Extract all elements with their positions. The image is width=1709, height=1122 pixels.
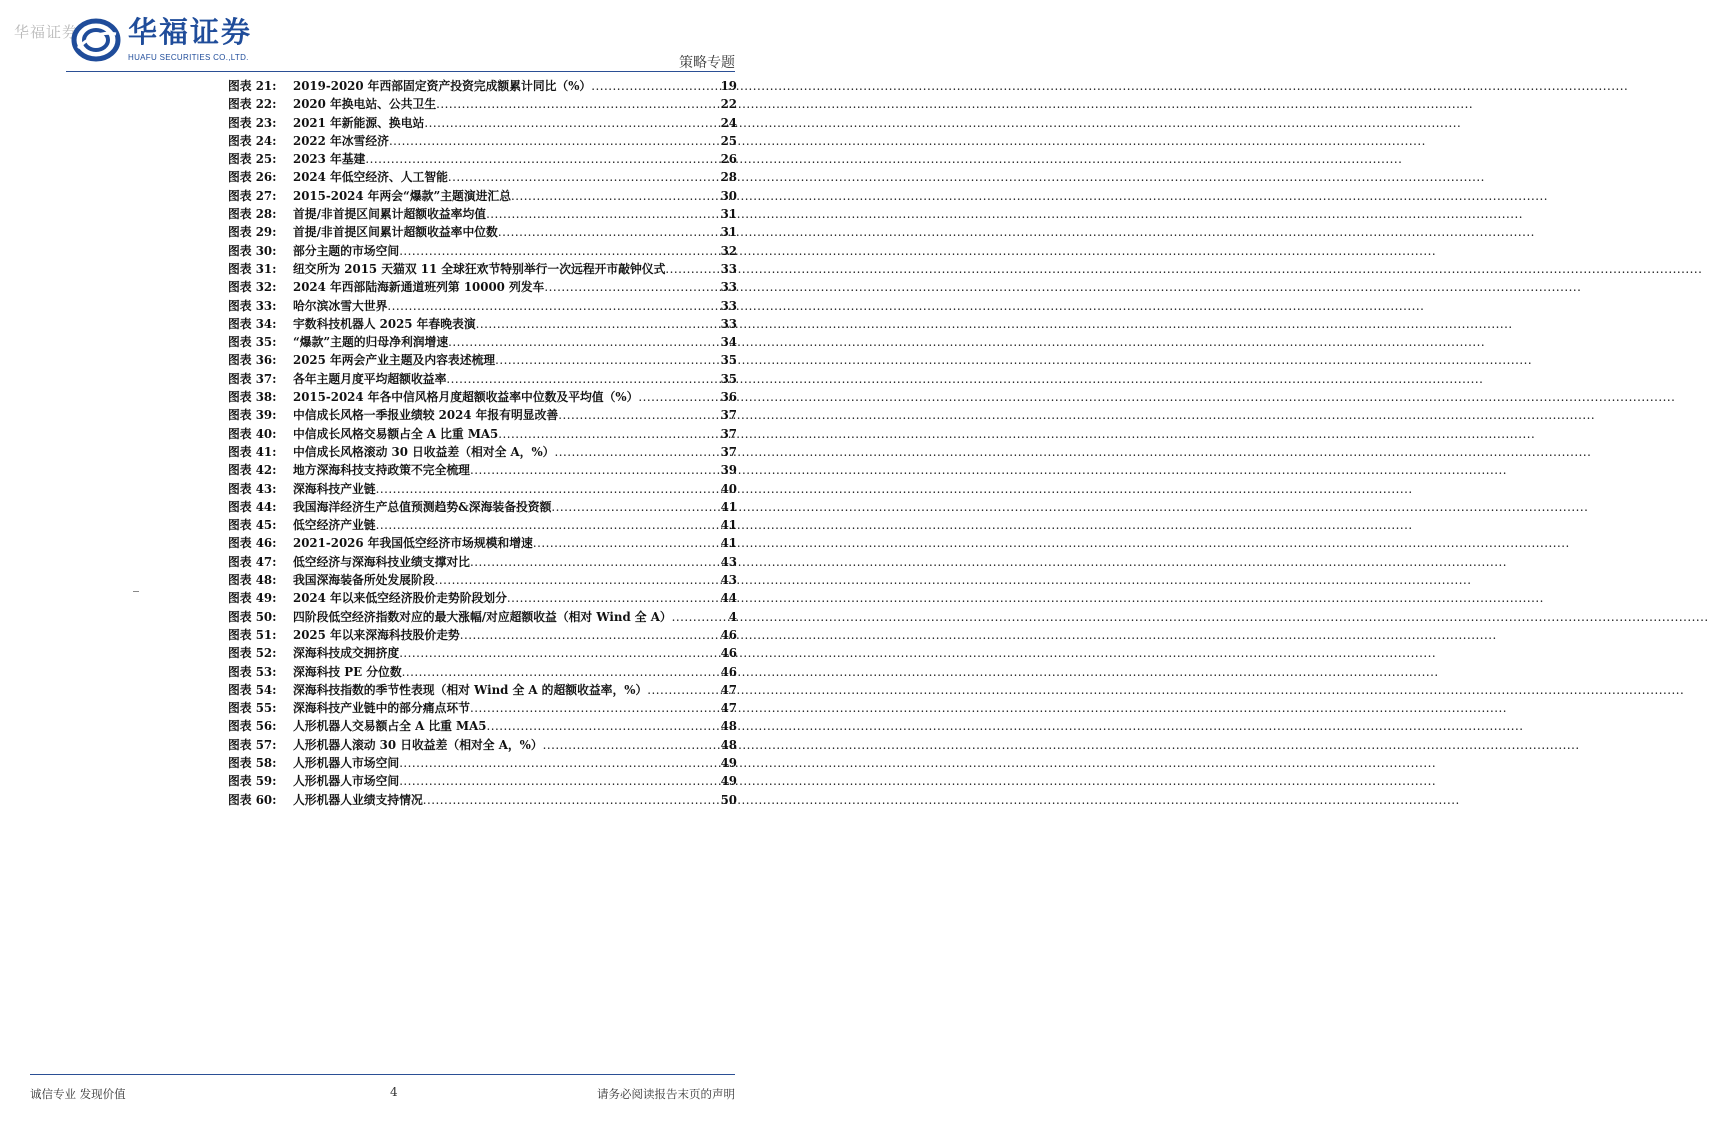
- toc-entry-page: 40: [720, 481, 737, 496]
- toc-entry-page: 46: [720, 627, 737, 642]
- toc-entry-label: 图表 45:: [228, 518, 277, 533]
- toc-leader-dots: [435, 573, 720, 587]
- toc-entry-label: 图表 37:: [228, 371, 277, 386]
- toc-entry-title: 地方深海科技支持政策不完全梳理: [293, 463, 470, 478]
- toc-entry-label: 图表 52:: [228, 646, 277, 661]
- toc-entry-title: 深海科技成交拥挤度: [293, 646, 400, 661]
- toc-entry-title: 四阶段低空经济指数对应的最大涨幅/对应超额收益（相对 Wind 全 A）: [293, 609, 672, 624]
- toc-entry-page: 4: [728, 609, 737, 624]
- toc-entry-page: 33: [720, 261, 737, 276]
- toc-entry[interactable]: [228, 699, 737, 717]
- toc-entry-page: 35: [720, 353, 737, 368]
- toc-entry-title: 2015-2024 年两会“爆款”主题演进汇总: [293, 188, 512, 203]
- document-type: 策略专题: [679, 55, 735, 71]
- toc-leader-dots: [399, 774, 719, 788]
- toc-entry-page: 37: [720, 408, 737, 423]
- toc-entry[interactable]: [228, 553, 737, 571]
- toc-leader-dots: [486, 207, 720, 221]
- toc-entry-title: 人形机器人业绩支持情况: [293, 792, 423, 807]
- toc-entry-label: 图表 44:: [228, 499, 277, 514]
- toc-leader-dots: [638, 390, 719, 404]
- toc-entry[interactable]: [228, 315, 737, 333]
- footer-divider: [30, 1074, 735, 1075]
- toc-leader-dots: [446, 372, 719, 386]
- toc-entry-page: 47: [720, 701, 737, 716]
- toc-entry[interactable]: [228, 717, 737, 735]
- toc-entry-label: 图表 59:: [228, 774, 277, 789]
- toc-entry[interactable]: [228, 516, 737, 534]
- toc-leader-dots: [460, 628, 720, 642]
- toc-leader-dots: [365, 152, 719, 166]
- toc-entry-page: 37: [720, 444, 737, 459]
- toc-entry-title: 首提/非首提区间累计超额收益率均值: [293, 207, 487, 222]
- toc-entry-title: 低空经济产业链: [293, 518, 376, 533]
- toc-entry-title: 人形机器人市场空间: [293, 755, 400, 770]
- toc-entry[interactable]: [228, 608, 737, 626]
- toc-entry-page: 30: [720, 188, 737, 203]
- toc-entry-title: 各年主题月度平均超额收益率: [293, 371, 447, 386]
- toc-entry-label: 图表 29:: [228, 225, 277, 240]
- toc-entry-title: 深海科技指数的季节性表现（相对 Wind 全 A 的超额收益率，%）: [293, 682, 648, 697]
- toc-entry[interactable]: [228, 425, 737, 443]
- toc-leader-dots: [423, 793, 720, 807]
- toc-entry-page: 19: [720, 79, 737, 93]
- margin-mark: [133, 591, 139, 592]
- toc-leader-dots: [470, 701, 720, 715]
- toc-entry-title: 2021-2026 年我国低空经济市场规模和增速: [293, 536, 533, 551]
- toc-entry-page: 32: [720, 243, 737, 258]
- toc-entry[interactable]: [228, 754, 737, 772]
- toc-entry[interactable]: [228, 150, 737, 168]
- toc-entry-label: 图表 38:: [228, 390, 277, 405]
- footer-disclaimer: 请务必阅读报告末页的声明: [597, 1087, 735, 1101]
- toc-entry-label: 图表 57:: [228, 737, 277, 752]
- toc-entry-label: 图表 32:: [228, 280, 277, 295]
- toc-leader-dots: [591, 79, 719, 93]
- toc-entry-title: 首提/非首提区间累计超额收益率中位数: [293, 225, 498, 240]
- toc-entry-label: 图表 24:: [228, 133, 277, 148]
- toc-entry-page: 41: [720, 536, 737, 551]
- toc-entry-page: 41: [720, 499, 737, 514]
- toc-entry-page: 33: [720, 298, 737, 313]
- toc-entry-label: 图表 36:: [228, 353, 277, 368]
- toc-entry-title: 中信成长风格交易额占全 A 比重 MA5: [293, 426, 499, 441]
- toc-entry[interactable]: [228, 480, 737, 498]
- toc-entry-page: 22: [720, 97, 737, 112]
- brand-name: 华福证券: [128, 15, 253, 49]
- toc-entry[interactable]: [228, 644, 737, 662]
- toc-entry[interactable]: [228, 333, 737, 351]
- toc-entry-title: 中信成长风格一季报业绩较 2024 年报有明显改善: [293, 408, 559, 423]
- toc-entry-label: 图表 34:: [228, 316, 277, 331]
- toc-entry[interactable]: [228, 77, 737, 95]
- toc-entry-page: 46: [720, 646, 737, 661]
- toc-entry[interactable]: [228, 168, 737, 186]
- toc-entry-title: 2023 年基建: [293, 152, 366, 167]
- toc-entry-label: 图表 33:: [228, 298, 277, 313]
- toc-leader-dots: [387, 299, 719, 313]
- header-divider: [66, 71, 735, 72]
- toc-entry-label: 图表 21:: [228, 79, 277, 93]
- toc-entry-label: 图表 23:: [228, 115, 277, 130]
- toc-entry-label: 图表 49:: [228, 591, 277, 606]
- toc-leader-dots: [647, 683, 719, 697]
- toc-leader-dots: [533, 536, 720, 550]
- toc-entry-page: 33: [720, 280, 737, 295]
- toc-entry-title: 人形机器人市场空间: [293, 774, 400, 789]
- toc-entry-title: 我国海洋经济生产总值预测趋势&深海装备投资额: [293, 499, 552, 514]
- toc-entry[interactable]: [228, 736, 737, 754]
- toc-entry-page: 26: [720, 152, 737, 167]
- toc-entry-title: 低空经济与深海科技业绩支撑对比: [293, 554, 470, 569]
- toc-entry-label: 图表 54:: [228, 682, 277, 697]
- toc-leader-dots: [476, 317, 720, 331]
- toc-entry-title: 2019-2020 年西部固定资产投资完成额累计同比（%）: [293, 79, 592, 93]
- toc-leader-dots: [507, 591, 720, 605]
- toc-entry-page: 24: [720, 115, 737, 130]
- toc-entry-title: 深海科技产业链: [293, 481, 376, 496]
- toc-leader-dots: [399, 756, 719, 770]
- toc-entry[interactable]: [228, 772, 737, 790]
- toc-entry-page: 48: [720, 737, 737, 752]
- toc-entry[interactable]: [228, 406, 737, 424]
- toc-entry-page: 31: [720, 207, 737, 222]
- toc-leader-dots: [544, 280, 719, 294]
- toc-leader-dots: [486, 719, 719, 733]
- toc-entry[interactable]: [228, 663, 737, 681]
- toc-entry-label: 图表 26:: [228, 170, 277, 185]
- toc-entry-label: 图表 25:: [228, 152, 277, 167]
- toc-entry[interactable]: [228, 388, 737, 406]
- toc-entry-label: 图表 30:: [228, 243, 277, 258]
- toc-entry[interactable]: [228, 461, 737, 479]
- toc-leader-dots: [399, 244, 719, 258]
- toc-entry-title: 人形机器人滚动 30 日收益差（相对全 A，%）: [293, 737, 543, 752]
- toc-entry-label: 图表 47:: [228, 554, 277, 569]
- toc-entry-page: 44: [720, 591, 737, 606]
- toc-leader-dots: [448, 170, 720, 184]
- toc-entry-title: 2024 年西部陆海新通道班列第 10000 列发车: [293, 280, 545, 295]
- toc-entry-page: 49: [720, 755, 737, 770]
- toc-entry-page: 37: [720, 426, 737, 441]
- footer-slogan: 诚信专业 发现价值: [30, 1087, 126, 1101]
- toc-entry-label: 图表 46:: [228, 536, 277, 551]
- toc-entry[interactable]: [228, 589, 737, 607]
- toc-leader-dots: [436, 97, 719, 111]
- toc-entry-label: 图表 42:: [228, 463, 277, 478]
- toc-entry[interactable]: [228, 223, 737, 241]
- toc-entry-page: 35: [720, 371, 737, 386]
- toc-entry-title: 纽交所为 2015 天猫双 11 全球狂欢节特别举行一次远程开市敲钟仪式: [293, 261, 666, 276]
- toc-entry-title: 2024 年低空经济、人工智能: [293, 170, 448, 185]
- toc-entry-label: 图表 28:: [228, 207, 277, 222]
- toc-entry-page: 50: [720, 792, 737, 807]
- toc-entry-title: 2025 年以来深海科技股价走势: [293, 627, 460, 642]
- toc-entry-label: 图表 43:: [228, 481, 277, 496]
- toc-entry-page: 34: [720, 335, 737, 350]
- toc-entry[interactable]: [228, 681, 737, 699]
- toc-entry[interactable]: [228, 95, 737, 113]
- toc-leader-dots: [399, 646, 719, 660]
- toc-entry-page: 28: [720, 170, 737, 185]
- page-number: 4: [390, 1085, 398, 1099]
- toc-leader-dots: [558, 408, 719, 422]
- toc-entry[interactable]: [228, 498, 737, 516]
- toc-leader-dots: [665, 262, 719, 276]
- toc-entry[interactable]: [228, 443, 737, 461]
- toc-entry-title: 2024 年以来低空经济股价走势阶段划分: [293, 591, 507, 606]
- toc-leader-dots: [470, 555, 720, 569]
- toc-entry-label: 图表 55:: [228, 701, 277, 716]
- toc-entry-label: 图表 50:: [228, 609, 277, 624]
- toc-entry-title: 深海科技 PE 分位数: [293, 664, 402, 679]
- toc-entry-label: 图表 40:: [228, 426, 277, 441]
- toc-entry-label: 图表 22:: [228, 97, 277, 112]
- toc-entry-page: 43: [720, 554, 737, 569]
- toc-entry-page: 36: [720, 390, 737, 405]
- watermark: 华福证券: [14, 23, 79, 41]
- toc-leader-dots: [551, 500, 719, 514]
- toc-entry-title: 2021 年新能源、换电站: [293, 115, 425, 130]
- toc-entry-page: 33: [720, 316, 737, 331]
- toc-entry-title: 中信成长风格滚动 30 日收益差（相对全 A，%）: [293, 444, 555, 459]
- toc-entry[interactable]: [228, 260, 737, 278]
- toc-entry-title: 2015-2024 年各中信风格月度超额收益率中位数及平均值（%）: [293, 390, 639, 405]
- toc-entry-page: 25: [720, 133, 737, 148]
- toc-entry[interactable]: [228, 132, 737, 150]
- toc-entry-title: 哈尔滨冰雪大世界: [293, 298, 388, 313]
- toc-entry-label: 图表 35:: [228, 335, 277, 350]
- toc-entry[interactable]: [228, 351, 737, 369]
- toc-entry-title: 深海科技产业链中的部分痛点环节: [293, 701, 470, 716]
- toc-entry[interactable]: [228, 278, 737, 296]
- toc-leader-dots: [470, 463, 720, 477]
- toc-leader-dots: [543, 738, 720, 752]
- toc-entry-label: 图表 58:: [228, 755, 277, 770]
- toc-leader-dots: [498, 225, 720, 239]
- toc-leader-dots: [389, 134, 720, 148]
- toc-entry[interactable]: [228, 534, 737, 552]
- toc-leader-dots: [554, 445, 719, 459]
- toc-entry-page: 48: [720, 719, 737, 734]
- toc-entry-page: 46: [720, 664, 737, 679]
- toc-entry-label: 图表 48:: [228, 573, 277, 588]
- toc-entry-page: 39: [720, 463, 737, 478]
- toc-leader-dots: [495, 353, 719, 367]
- toc-entry-label: 图表 53:: [228, 664, 277, 679]
- toc-entry[interactable]: [228, 297, 737, 315]
- table-of-figures: [228, 77, 737, 809]
- toc-entry[interactable]: [228, 205, 737, 223]
- toc-leader-dots: [376, 518, 720, 532]
- toc-entry-label: 图表 31:: [228, 261, 277, 276]
- toc-entry-label: 图表 51:: [228, 627, 277, 642]
- toc-entry-label: 图表 41:: [228, 444, 277, 459]
- toc-entry[interactable]: [228, 370, 737, 388]
- toc-entry[interactable]: [228, 571, 737, 589]
- toc-entry[interactable]: [228, 626, 737, 644]
- toc-entry-label: 图表 39:: [228, 408, 277, 423]
- toc-entry-title: 人形机器人交易额占全 A 比重 MA5: [293, 719, 487, 734]
- toc-entry-page: 49: [720, 774, 737, 789]
- toc-entry-label: 图表 56:: [228, 719, 277, 734]
- toc-entry[interactable]: [228, 242, 737, 260]
- toc-leader-dots: [672, 610, 728, 624]
- toc-entry[interactable]: [228, 187, 737, 205]
- toc-entry-page: 31: [720, 225, 737, 240]
- brand-name-en: HUAFU SECURITIES CO.,LTD.: [128, 53, 249, 62]
- toc-entry-page: 47: [720, 682, 737, 697]
- toc-entry-page: 43: [720, 573, 737, 588]
- toc-leader-dots: [424, 116, 719, 130]
- toc-leader-dots: [511, 189, 720, 203]
- toc-entry-title: 2020 年换电站、公共卫生: [293, 97, 437, 112]
- huafu-logo-icon: [72, 18, 120, 62]
- toc-leader-dots: [448, 335, 719, 349]
- toc-entry-title: 部分主题的市场空间: [293, 243, 400, 258]
- toc-entry[interactable]: [228, 114, 737, 132]
- toc-leader-dots: [376, 482, 720, 496]
- toc-entry[interactable]: [228, 791, 737, 809]
- toc-leader-dots: [402, 665, 720, 679]
- toc-entry-page: 41: [720, 518, 737, 533]
- toc-entry-label: 图表 60:: [228, 792, 277, 807]
- toc-entry-title: 2022 年冰雪经济: [293, 133, 389, 148]
- toc-entry-title: 2025 年两会产业主题及内容表述梳理: [293, 353, 496, 368]
- toc-entry-title: 我国深海装备所处发展阶段: [293, 573, 435, 588]
- toc-entry-label: 图表 27:: [228, 188, 277, 203]
- toc-leader-dots: [498, 427, 719, 441]
- toc-entry-title: 宇数科技机器人 2025 年春晚表演: [293, 316, 476, 331]
- toc-entry-title: “爆款”主题的归母净利润增速: [293, 335, 449, 350]
